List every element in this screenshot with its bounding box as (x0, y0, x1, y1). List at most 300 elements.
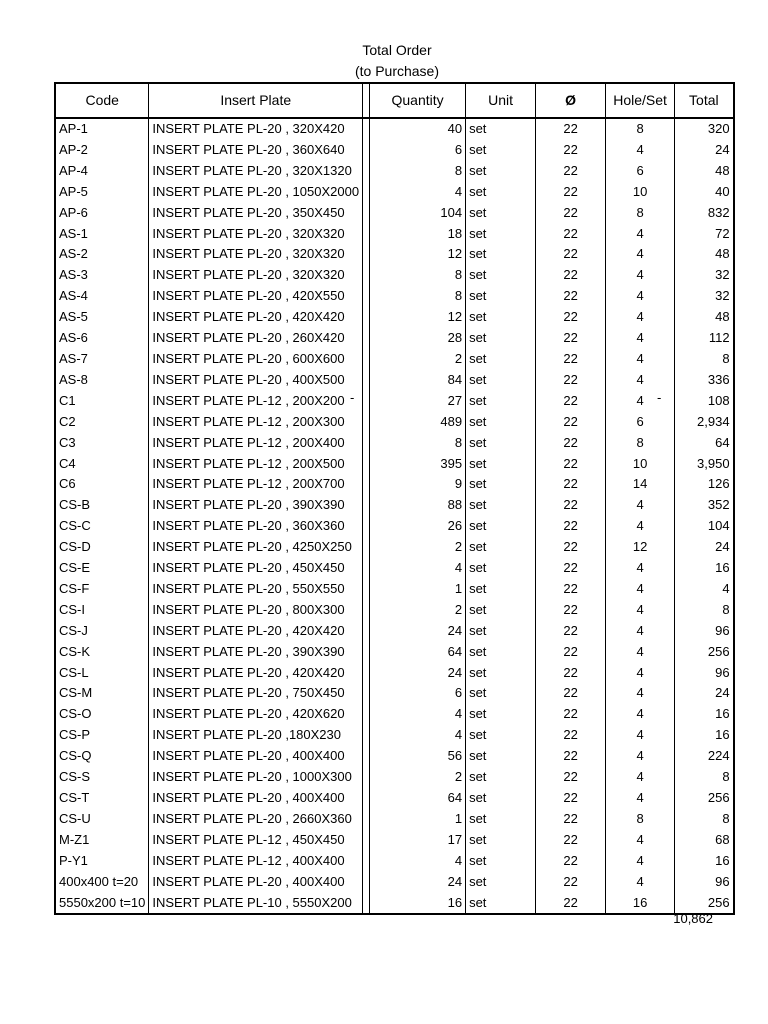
cell-quantity: 40 (370, 118, 466, 140)
table-row (55, 642, 734, 663)
cell-insert-plate: INSERT PLATE PL-20 , 2660X360 (149, 809, 363, 830)
cell-total: 4 (675, 579, 734, 600)
cell-total: 16 (675, 704, 734, 725)
cell-gap (363, 872, 370, 893)
header-insert-plate: Insert Plate (149, 83, 363, 118)
cell-total: 256 (675, 788, 734, 809)
cell-gap (363, 704, 370, 725)
cell-gap (363, 663, 370, 684)
cell-diameter: 22 (536, 433, 606, 454)
table-row (55, 725, 734, 746)
cell-hole-per-set: 4 (606, 683, 675, 704)
cell-diameter: 22 (536, 683, 606, 704)
cell-diameter: 22 (536, 118, 606, 140)
order-table (54, 82, 735, 915)
table-row (55, 558, 734, 579)
cell-code: AS-8 (55, 370, 149, 391)
cell-hole-per-set: 4 (606, 600, 675, 621)
header-gap (363, 83, 370, 118)
cell-total: 320 (675, 118, 734, 140)
cell-total: 8 (675, 600, 734, 621)
cell-unit: set (466, 328, 536, 349)
cell-diameter: 22 (536, 370, 606, 391)
cell-diameter: 22 (536, 579, 606, 600)
cell-gap (363, 767, 370, 788)
cell-insert-plate: INSERT PLATE PL-20 , 360X640 (149, 140, 363, 161)
cell-unit: set (466, 433, 536, 454)
cell-total: 112 (675, 328, 734, 349)
cell-code: P-Y1 (55, 851, 149, 872)
cell-insert-plate: INSERT PLATE PL-20 ,180X230 (149, 725, 363, 746)
cell-quantity: 24 (370, 872, 466, 893)
cell-hole-per-set: 4 (606, 788, 675, 809)
cell-quantity: 24 (370, 621, 466, 642)
cell-quantity: 395 (370, 454, 466, 475)
table-row (55, 118, 734, 140)
cell-insert-plate: INSERT PLATE PL-20 , 420X420 (149, 307, 363, 328)
cell-hole-per-set: 6 (606, 412, 675, 433)
cell-quantity: 104 (370, 203, 466, 224)
cell-quantity: 56 (370, 746, 466, 767)
cell-gap (363, 412, 370, 433)
cell-code: CS-B (55, 495, 149, 516)
cell-unit: set (466, 495, 536, 516)
cell-quantity: 12 (370, 307, 466, 328)
cell-hole-per-set: 6 (606, 161, 675, 182)
table-row (55, 286, 734, 307)
cell-diameter: 22 (536, 349, 606, 370)
cell-quantity: 1 (370, 809, 466, 830)
cell-unit: set (466, 830, 536, 851)
cell-gap (363, 893, 370, 915)
cell-quantity: 4 (370, 851, 466, 872)
cell-total: 104 (675, 516, 734, 537)
cell-diameter: 22 (536, 516, 606, 537)
cell-code: CS-D (55, 537, 149, 558)
cell-hole-per-set: 4 (606, 872, 675, 893)
cell-total: 108 (675, 391, 734, 412)
cell-quantity: 12 (370, 244, 466, 265)
cell-total: 224 (675, 746, 734, 767)
cell-code: CS-I (55, 600, 149, 621)
cell-unit: set (466, 704, 536, 725)
cell-quantity: 4 (370, 182, 466, 203)
table-row (55, 244, 734, 265)
cell-hole-per-set: 10 (606, 454, 675, 475)
cell-total: 256 (675, 893, 734, 915)
table-row (55, 516, 734, 537)
cell-code: AS-6 (55, 328, 149, 349)
cell-gap (363, 725, 370, 746)
cell-unit: set (466, 140, 536, 161)
table-row (55, 349, 734, 370)
cell-diameter: 22 (536, 893, 606, 915)
cell-unit: set (466, 412, 536, 433)
cell-gap (363, 830, 370, 851)
cell-gap (363, 788, 370, 809)
cell-insert-plate: INSERT PLATE PL-20 , 320X320 (149, 265, 363, 286)
cell-unit: set (466, 579, 536, 600)
cell-unit: set (466, 224, 536, 245)
cell-diameter: 22 (536, 537, 606, 558)
table-row (55, 370, 734, 391)
cell-gap (363, 265, 370, 286)
table-row (55, 537, 734, 558)
cell-unit: set (466, 244, 536, 265)
cell-total: 48 (675, 307, 734, 328)
cell-total: 24 (675, 683, 734, 704)
cell-diameter: 22 (536, 265, 606, 286)
table-row (55, 495, 734, 516)
cell-gap (363, 537, 370, 558)
cell-diameter: 22 (536, 140, 606, 161)
cell-gap (363, 683, 370, 704)
cell-quantity: 88 (370, 495, 466, 516)
table-row (55, 663, 734, 684)
cell-diameter: 22 (536, 391, 606, 412)
cell-code: CS-Q (55, 746, 149, 767)
cell-hole-per-set: 8 (606, 809, 675, 830)
cell-hole-per-set: 4 (606, 140, 675, 161)
cell-code: AP-5 (55, 182, 149, 203)
cell-insert-plate: INSERT PLATE PL-20 , 260X420 (149, 328, 363, 349)
cell-unit: set (466, 182, 536, 203)
cell-unit: set (466, 746, 536, 767)
table-row (55, 809, 734, 830)
table-row (55, 391, 734, 412)
cell-quantity: 2 (370, 767, 466, 788)
cell-unit: set (466, 474, 536, 495)
cell-code: C1 (55, 391, 149, 412)
cell-unit: set (466, 767, 536, 788)
cell-code: CS-P (55, 725, 149, 746)
cell-insert-plate: INSERT PLATE PL-12 , 400X400 (149, 851, 363, 872)
cell-insert-plate: INSERT PLATE PL-20 , 800X300 (149, 600, 363, 621)
cell-quantity: 9 (370, 474, 466, 495)
cell-code: CS-F (55, 579, 149, 600)
cell-insert-plate: INSERT PLATE PL-10 , 5550X200 (149, 893, 363, 915)
cell-code: AP-6 (55, 203, 149, 224)
cell-hole-per-set: 12 (606, 537, 675, 558)
cell-insert-plate: INSERT PLATE PL-20 , 450X450 (149, 558, 363, 579)
cell-gap (363, 746, 370, 767)
cell-unit: set (466, 642, 536, 663)
cell-total: 68 (675, 830, 734, 851)
cell-total: 336 (675, 370, 734, 391)
table-row (55, 412, 734, 433)
cell-hole-per-set: 4 (606, 851, 675, 872)
cell-total: 40 (675, 182, 734, 203)
cell-unit: set (466, 265, 536, 286)
cell-hole-per-set: 8 (606, 433, 675, 454)
cell-gap (363, 349, 370, 370)
cell-gap (363, 579, 370, 600)
cell-hole-per-set: 14 (606, 474, 675, 495)
cell-quantity: 27 (370, 391, 466, 412)
cell-gap (363, 161, 370, 182)
cell-insert-plate: INSERT PLATE PL-20 , 600X600 (149, 349, 363, 370)
table-row (55, 328, 734, 349)
cell-hole-per-set: 4 (606, 642, 675, 663)
cell-hole-per-set: 4 (606, 370, 675, 391)
cell-diameter: 22 (536, 872, 606, 893)
cell-hole-per-set: 4 (606, 328, 675, 349)
cell-code: AS-1 (55, 224, 149, 245)
cell-hole-per-set: 4 (606, 621, 675, 642)
cell-code: C6 (55, 474, 149, 495)
cell-diameter: 22 (536, 307, 606, 328)
cell-quantity: 64 (370, 788, 466, 809)
cell-code: 400x400 t=20 (55, 872, 149, 893)
cell-total: 24 (675, 140, 734, 161)
cell-quantity: 8 (370, 161, 466, 182)
cell-gap (363, 454, 370, 475)
cell-quantity: 489 (370, 412, 466, 433)
cell-insert-plate: INSERT PLATE PL-20 , 1000X300 (149, 767, 363, 788)
cell-hole-per-set: 4 (606, 244, 675, 265)
cell-diameter: 22 (536, 558, 606, 579)
cell-diameter: 22 (536, 642, 606, 663)
cell-diameter: 22 (536, 663, 606, 684)
cell-unit: set (466, 893, 536, 915)
page-subtitle: (to Purchase) (354, 63, 440, 79)
cell-unit: set (466, 872, 536, 893)
cell-total: 256 (675, 642, 734, 663)
table-row (55, 140, 734, 161)
table-row (55, 767, 734, 788)
cell-hole-per-set: 4 (606, 286, 675, 307)
cell-insert-plate: INSERT PLATE PL-20 , 390X390 (149, 495, 363, 516)
cell-hole-per-set: 10 (606, 182, 675, 203)
cell-diameter: 22 (536, 600, 606, 621)
cell-gap (363, 516, 370, 537)
cell-gap (363, 244, 370, 265)
cell-unit: set (466, 391, 536, 412)
cell-insert-plate: INSERT PLATE PL-20 , 420X550 (149, 286, 363, 307)
cell-quantity: 4 (370, 725, 466, 746)
cell-gap (363, 495, 370, 516)
cell-quantity: 24 (370, 663, 466, 684)
cell-gap (363, 203, 370, 224)
table-row (55, 851, 734, 872)
cell-gap (363, 140, 370, 161)
cell-diameter: 22 (536, 746, 606, 767)
cell-gap (363, 391, 370, 412)
stray-dash-mark: - (657, 390, 662, 405)
table-row (55, 600, 734, 621)
cell-quantity: 18 (370, 224, 466, 245)
cell-insert-plate: INSERT PLATE PL-12 , 200X400 (149, 433, 363, 454)
table-row (55, 161, 734, 182)
cell-hole-per-set: 4 (606, 579, 675, 600)
cell-insert-plate: INSERT PLATE PL-20 , 350X450 (149, 203, 363, 224)
cell-code: AS-5 (55, 307, 149, 328)
cell-diameter: 22 (536, 161, 606, 182)
cell-insert-plate: INSERT PLATE PL-20 , 750X450 (149, 683, 363, 704)
table-row (55, 621, 734, 642)
cell-quantity: 4 (370, 558, 466, 579)
cell-unit: set (466, 788, 536, 809)
cell-code: CS-U (55, 809, 149, 830)
cell-diameter: 22 (536, 203, 606, 224)
cell-code: AS-4 (55, 286, 149, 307)
cell-quantity: 6 (370, 140, 466, 161)
cell-total: 2,934 (675, 412, 734, 433)
cell-hole-per-set: 4 (606, 704, 675, 725)
cell-unit: set (466, 516, 536, 537)
cell-total: 832 (675, 203, 734, 224)
cell-code: CS-J (55, 621, 149, 642)
cell-code: CS-S (55, 767, 149, 788)
cell-hole-per-set: 4 (606, 767, 675, 788)
cell-hole-per-set: 4 (606, 495, 675, 516)
cell-quantity: 2 (370, 349, 466, 370)
cell-total: 96 (675, 621, 734, 642)
cell-diameter: 22 (536, 224, 606, 245)
table-row (55, 182, 734, 203)
cell-code: CS-C (55, 516, 149, 537)
cell-insert-plate: INSERT PLATE PL-20 , 400X400 (149, 872, 363, 893)
cell-unit: set (466, 203, 536, 224)
cell-code: CS-E (55, 558, 149, 579)
cell-total: 352 (675, 495, 734, 516)
cell-hole-per-set: 4 (606, 224, 675, 245)
cell-total: 32 (675, 265, 734, 286)
cell-insert-plate: INSERT PLATE PL-20 , 420X420 (149, 663, 363, 684)
cell-diameter: 22 (536, 809, 606, 830)
cell-hole-per-set: 4 (606, 516, 675, 537)
cell-code: CS-O (55, 704, 149, 725)
cell-code: CS-T (55, 788, 149, 809)
cell-unit: set (466, 161, 536, 182)
cell-gap (363, 474, 370, 495)
table-body (55, 118, 734, 914)
cell-total: 8 (675, 349, 734, 370)
cell-code: AP-2 (55, 140, 149, 161)
cell-insert-plate: INSERT PLATE PL-20 , 320X320 (149, 224, 363, 245)
cell-insert-plate: INSERT PLATE PL-20 , 400X500 (149, 370, 363, 391)
cell-code: CS-L (55, 663, 149, 684)
cell-diameter: 22 (536, 851, 606, 872)
cell-insert-plate: INSERT PLATE PL-20 , 420X620 (149, 704, 363, 725)
cell-diameter: 22 (536, 328, 606, 349)
cell-hole-per-set: 4 (606, 558, 675, 579)
cell-diameter: 22 (536, 621, 606, 642)
cell-insert-plate: INSERT PLATE PL-20 , 320X1320 (149, 161, 363, 182)
cell-unit: set (466, 307, 536, 328)
cell-quantity: 2 (370, 537, 466, 558)
header-diameter: Ø (536, 83, 606, 118)
table-row (55, 872, 734, 893)
table-row (55, 454, 734, 475)
cell-gap (363, 370, 370, 391)
cell-code: AS-2 (55, 244, 149, 265)
cell-unit: set (466, 558, 536, 579)
cell-hole-per-set: 4 (606, 391, 675, 412)
cell-total: 48 (675, 244, 734, 265)
cell-total: 3,950 (675, 454, 734, 475)
cell-code: AP-1 (55, 118, 149, 140)
cell-quantity: 64 (370, 642, 466, 663)
cell-gap (363, 118, 370, 140)
cell-gap (363, 600, 370, 621)
cell-code: CS-M (55, 683, 149, 704)
cell-diameter: 22 (536, 725, 606, 746)
cell-quantity: 1 (370, 579, 466, 600)
cell-quantity: 8 (370, 286, 466, 307)
table-row (55, 893, 734, 915)
cell-gap (363, 809, 370, 830)
cell-code: AS-3 (55, 265, 149, 286)
cell-total: 16 (675, 851, 734, 872)
cell-gap (363, 433, 370, 454)
cell-hole-per-set: 4 (606, 663, 675, 684)
cell-gap (363, 182, 370, 203)
cell-total: 64 (675, 433, 734, 454)
cell-unit: set (466, 600, 536, 621)
cell-unit: set (466, 683, 536, 704)
table-row (55, 307, 734, 328)
cell-insert-plate: INSERT PLATE PL-20 , 320X420 (149, 118, 363, 140)
header-total: Total (675, 83, 734, 118)
cell-hole-per-set: 16 (606, 893, 675, 915)
cell-code: C3 (55, 433, 149, 454)
cell-insert-plate: INSERT PLATE PL-20 , 1050X2000 (149, 182, 363, 203)
cell-hole-per-set: 4 (606, 349, 675, 370)
cell-unit: set (466, 286, 536, 307)
cell-diameter: 22 (536, 474, 606, 495)
cell-hole-per-set: 4 (606, 725, 675, 746)
header-row (55, 83, 734, 118)
cell-diameter: 22 (536, 412, 606, 433)
cell-quantity: 6 (370, 683, 466, 704)
cell-insert-plate: INSERT PLATE PL-12 , 450X450 (149, 830, 363, 851)
cell-insert-plate: INSERT PLATE PL-12 , 200X500 (149, 454, 363, 475)
cell-quantity: 17 (370, 830, 466, 851)
header-code: Code (55, 83, 149, 118)
cell-total: 8 (675, 809, 734, 830)
cell-hole-per-set: 8 (606, 118, 675, 140)
page-title: Total Order (362, 42, 432, 58)
cell-quantity: 28 (370, 328, 466, 349)
cell-code: AS-7 (55, 349, 149, 370)
cell-code: M-Z1 (55, 830, 149, 851)
cell-hole-per-set: 8 (606, 203, 675, 224)
cell-code: AP-4 (55, 161, 149, 182)
cell-gap (363, 286, 370, 307)
cell-unit: set (466, 851, 536, 872)
cell-insert-plate: INSERT PLATE PL-20 , 420X420 (149, 621, 363, 642)
cell-code: C2 (55, 412, 149, 433)
cell-diameter: 22 (536, 244, 606, 265)
cell-gap (363, 851, 370, 872)
table-row (55, 788, 734, 809)
stray-dash-mark: - (350, 390, 355, 405)
cell-total: 8 (675, 767, 734, 788)
cell-unit: set (466, 537, 536, 558)
cell-quantity: 84 (370, 370, 466, 391)
cell-quantity: 8 (370, 265, 466, 286)
cell-total: 96 (675, 872, 734, 893)
cell-unit: set (466, 809, 536, 830)
cell-total: 16 (675, 558, 734, 579)
cell-quantity: 26 (370, 516, 466, 537)
table-row (55, 265, 734, 286)
cell-insert-plate: INSERT PLATE PL-12 , 200X300 (149, 412, 363, 433)
cell-code: 5550x200 t=10 (55, 893, 149, 915)
cell-insert-plate: INSERT PLATE PL-20 , 550X550 (149, 579, 363, 600)
cell-code: C4 (55, 454, 149, 475)
